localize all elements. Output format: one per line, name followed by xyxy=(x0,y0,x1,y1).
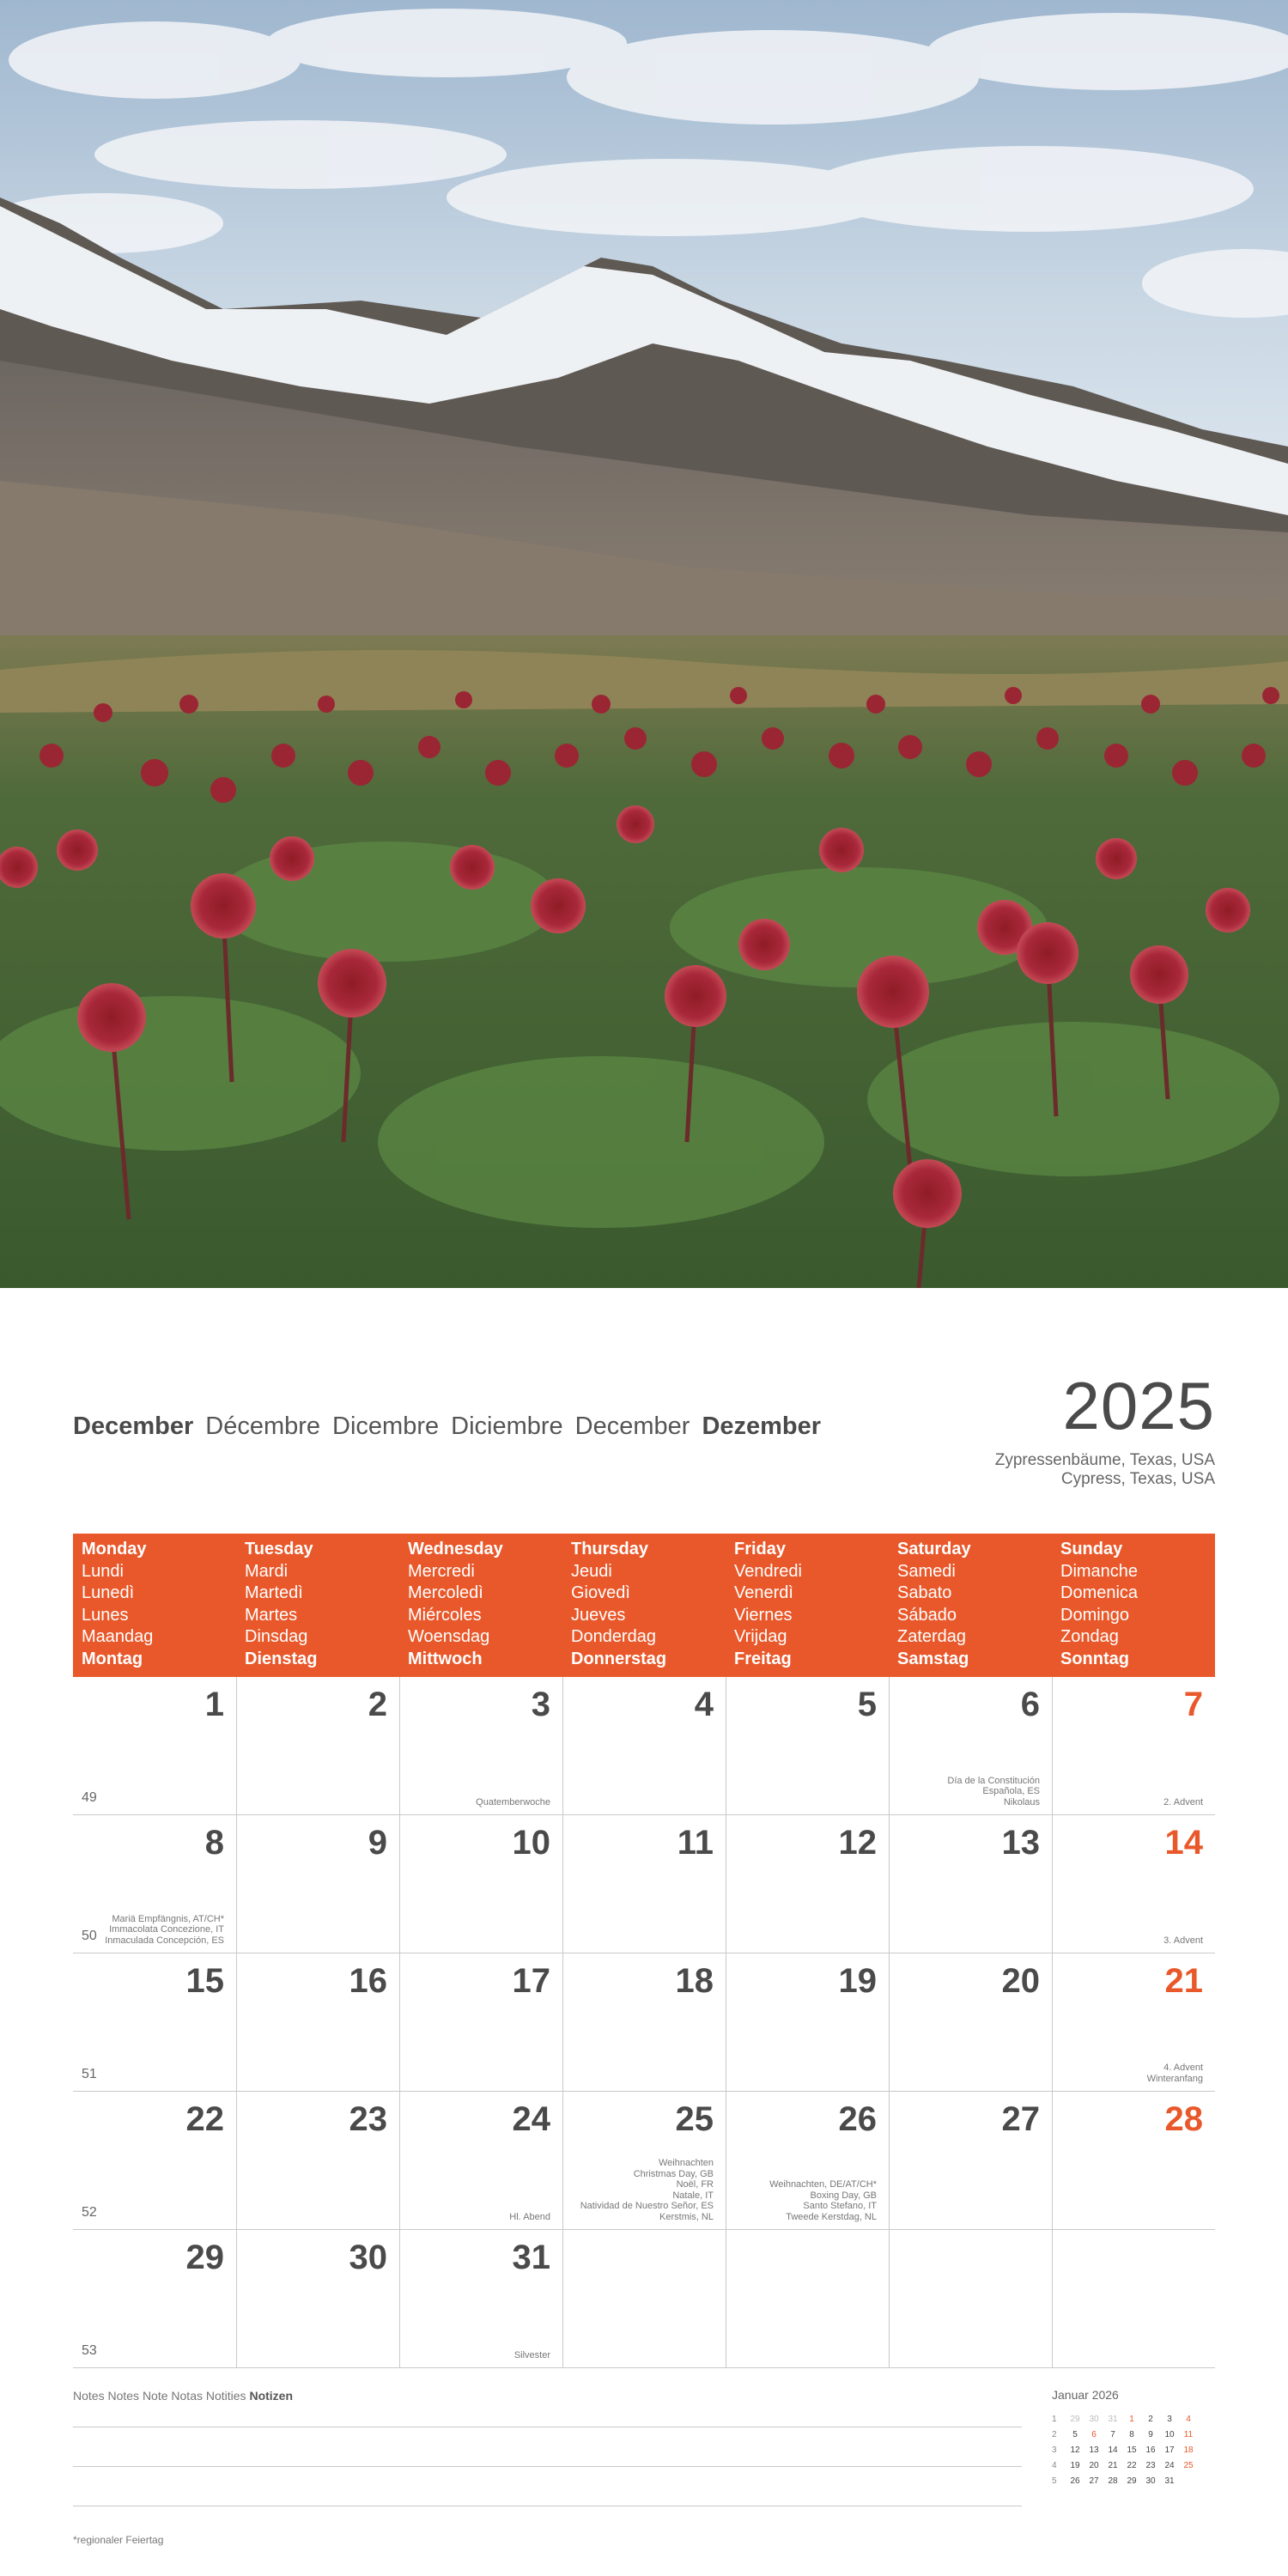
weekday-name: Giovedì xyxy=(571,1583,630,1602)
notes-label-word: Note xyxy=(142,2389,168,2403)
mini-week-row xyxy=(1052,2427,1217,2443)
mini-day: 23 xyxy=(1145,2461,1156,2470)
weekday-header-cell xyxy=(73,1534,236,1677)
mini-week-number: 5 xyxy=(1052,2476,1057,2486)
week-row xyxy=(73,2230,1215,2368)
week-row xyxy=(73,1677,1215,1815)
weekday-header-cell xyxy=(399,1534,562,1677)
weekday-name: Lunedì xyxy=(82,1583,135,1602)
day-number: 1 xyxy=(204,1686,224,1723)
day-number: 17 xyxy=(512,1962,550,2000)
weekday-name: Jeudi xyxy=(571,1561,612,1581)
day-number: 24 xyxy=(512,2100,550,2138)
day-number: 31 xyxy=(512,2239,550,2276)
mini-day: 28 xyxy=(1108,2476,1118,2486)
week-row xyxy=(73,1815,1215,1953)
weekday-name: Saturday xyxy=(897,1540,971,1558)
mini-day: 9 xyxy=(1148,2430,1153,2439)
weekday-name: Dinsdag xyxy=(245,1627,308,1646)
weekday-name: Mercredi xyxy=(408,1561,475,1581)
week-number: 50 xyxy=(82,1929,97,1943)
mini-day: 12 xyxy=(1070,2445,1080,2455)
month-name: Dicembre xyxy=(332,1413,440,1440)
mini-day: 13 xyxy=(1089,2445,1099,2455)
day-cell xyxy=(562,1953,726,2091)
day-number: 13 xyxy=(1001,1824,1040,1862)
weekday-name: Tuesday xyxy=(245,1540,313,1558)
day-number: 27 xyxy=(1001,2100,1040,2138)
notes-label-word: Notizen xyxy=(249,2389,294,2403)
mini-week-row xyxy=(1052,2412,1217,2427)
weekday-name: Vrijdag xyxy=(734,1627,787,1646)
day-cell xyxy=(889,1815,1052,1953)
weekday-name: Freitag xyxy=(734,1649,792,1668)
weekday-name: Lunes xyxy=(82,1605,129,1625)
mini-day: 18 xyxy=(1183,2445,1194,2455)
holiday-note: Día de la Constitución Española, ES Nikolaus xyxy=(947,1775,1040,1807)
week-row xyxy=(73,2092,1215,2230)
day-number: 5 xyxy=(857,1686,877,1723)
day-cell xyxy=(399,2230,562,2367)
mini-day: 21 xyxy=(1108,2461,1118,2470)
notes-label xyxy=(73,2389,293,2403)
weekday-name: Miércoles xyxy=(408,1605,482,1625)
day-cell xyxy=(399,1815,562,1953)
day-number: 9 xyxy=(368,1824,387,1862)
weekday-name: Venerdì xyxy=(734,1583,793,1602)
day-cell xyxy=(1052,2230,1215,2367)
week-number: 53 xyxy=(82,2343,97,2358)
weekday-name: Vendredi xyxy=(734,1561,802,1581)
day-number: 26 xyxy=(838,2100,877,2138)
weekday-name: Sunday xyxy=(1060,1540,1123,1558)
notes-label-word: Notes xyxy=(107,2389,140,2403)
weekday-name: Lundi xyxy=(82,1561,124,1581)
weekday-name: Samedi xyxy=(897,1561,956,1581)
month-name: Diciembre xyxy=(451,1413,563,1440)
week-number: 52 xyxy=(82,2205,97,2220)
mini-day: 30 xyxy=(1089,2415,1099,2424)
weekday-name: Maandag xyxy=(82,1627,154,1646)
holiday-note: Mariä Empfängnis, AT/CH* Immacolata Concezione, IT Inmaculada Concepción, ES xyxy=(105,1913,224,1946)
mini-week-number: 3 xyxy=(1052,2445,1057,2455)
day-number: 16 xyxy=(349,1962,387,2000)
holiday-note: Hl. Abend xyxy=(509,2211,550,2222)
weekday-name: Martedì xyxy=(245,1583,303,1602)
notes-label-word: Notas xyxy=(171,2389,203,2403)
mini-day: 7 xyxy=(1110,2430,1115,2439)
weekday-name: Zaterdag xyxy=(897,1627,967,1646)
weekday-name: Domingo xyxy=(1060,1605,1130,1625)
day-number: 30 xyxy=(349,2239,387,2276)
holiday-note: 2. Advent xyxy=(1163,1796,1203,1807)
mini-day xyxy=(1179,2474,1198,2489)
mini-day: 29 xyxy=(1127,2476,1137,2486)
mini-day: 29 xyxy=(1070,2415,1080,2424)
mini-day: 14 xyxy=(1108,2445,1118,2455)
day-cell xyxy=(236,1815,399,1953)
day-cell xyxy=(726,2092,889,2229)
day-cell xyxy=(1052,1677,1215,1814)
weekday-name: Zondag xyxy=(1060,1627,1119,1646)
mini-week-number: 2 xyxy=(1052,2430,1057,2439)
day-cell xyxy=(399,1677,562,1814)
weekday-header-cell xyxy=(1052,1534,1215,1677)
day-cell xyxy=(562,1815,726,1953)
holiday-note: 4. Advent Winteranfang xyxy=(1146,2063,1203,2084)
mini-week-row xyxy=(1052,2443,1217,2458)
day-cell xyxy=(889,1677,1052,1814)
day-number: 29 xyxy=(185,2239,224,2276)
mini-day: 11 xyxy=(1183,2430,1194,2439)
mini-day: 26 xyxy=(1070,2476,1080,2486)
mini-day: 22 xyxy=(1127,2461,1137,2470)
weekday-name: Jueves xyxy=(571,1605,626,1625)
day-cell xyxy=(889,2230,1052,2367)
day-cell xyxy=(399,2092,562,2229)
day-number: 8 xyxy=(204,1824,224,1862)
photo-caption xyxy=(995,1451,1215,1489)
mini-week-number: 1 xyxy=(1052,2415,1057,2424)
day-cell xyxy=(562,1677,726,1814)
day-number: 2 xyxy=(368,1686,387,1723)
weekday-name: Viernes xyxy=(734,1605,793,1625)
day-cell xyxy=(1052,2092,1215,2229)
mini-day: 20 xyxy=(1089,2461,1099,2470)
day-number: 11 xyxy=(677,1824,714,1862)
weekday-header-row xyxy=(73,1534,1215,1677)
day-number: 10 xyxy=(512,1824,550,1862)
day-cell xyxy=(1052,1953,1215,2091)
day-cell xyxy=(73,1677,236,1814)
day-cell xyxy=(726,1677,889,1814)
mini-day: 6 xyxy=(1091,2430,1097,2439)
day-cell xyxy=(726,2230,889,2367)
mini-day: 4 xyxy=(1186,2415,1191,2424)
day-number: 15 xyxy=(185,1962,224,2000)
day-cell xyxy=(236,2230,399,2367)
mini-day: 15 xyxy=(1127,2445,1137,2455)
month-grid xyxy=(73,1534,1215,2368)
weekday-name: Samstag xyxy=(897,1649,969,1668)
day-cell xyxy=(73,1815,236,1953)
day-cell xyxy=(399,1953,562,2091)
weekday-name: Dimanche xyxy=(1060,1561,1139,1581)
day-number: 20 xyxy=(1001,1962,1040,2000)
day-number: 28 xyxy=(1164,2100,1203,2138)
day-number: 12 xyxy=(838,1824,877,1862)
weekday-header-cell xyxy=(236,1534,399,1677)
mini-day: 24 xyxy=(1164,2461,1175,2470)
day-cell xyxy=(889,2092,1052,2229)
day-number: 18 xyxy=(675,1962,714,2000)
weekday-header-cell xyxy=(726,1534,889,1677)
holiday-note: Quatemberwoche xyxy=(476,1796,550,1807)
day-cell xyxy=(1052,1815,1215,1953)
holiday-note: 3. Advent xyxy=(1163,1935,1203,1946)
mini-day: 31 xyxy=(1108,2415,1118,2424)
mini-calendar-next-month xyxy=(1052,2388,1217,2489)
month-names xyxy=(73,1413,833,1441)
month-name: December xyxy=(73,1413,194,1440)
week-rows xyxy=(73,1677,1215,2368)
day-number: 19 xyxy=(838,1962,877,2000)
day-number: 25 xyxy=(675,2100,714,2138)
weekday-name: Sábado xyxy=(897,1605,957,1625)
caption-line-en: Cypress, Texas, USA xyxy=(1060,1470,1215,1488)
holiday-note: Weihnachten, DE/AT/CH* Boxing Day, GB Santo Stefano, IT Tweede Kerstdag, NL xyxy=(769,2179,877,2222)
weekday-name: Mercoledì xyxy=(408,1583,483,1602)
mini-day: 25 xyxy=(1183,2461,1194,2470)
mini-day: 27 xyxy=(1089,2476,1099,2486)
weekday-name: Martes xyxy=(245,1605,298,1625)
day-number: 6 xyxy=(1020,1686,1040,1723)
day-cell xyxy=(562,2092,726,2229)
month-name: December xyxy=(574,1413,690,1440)
day-number: 7 xyxy=(1183,1686,1203,1723)
day-cell xyxy=(73,1953,236,2091)
notes-line xyxy=(73,2466,1022,2467)
weekday-header-cell xyxy=(562,1534,726,1677)
mini-day: 31 xyxy=(1164,2476,1175,2486)
weekday-name: Monday xyxy=(82,1540,147,1558)
day-number: 4 xyxy=(694,1686,714,1723)
mini-day: 5 xyxy=(1072,2430,1078,2439)
mini-day: 3 xyxy=(1167,2415,1172,2424)
day-number: 14 xyxy=(1164,1824,1203,1862)
day-cell xyxy=(73,2230,236,2367)
notes-label-word: Notities xyxy=(205,2389,246,2403)
caption-line-de: Zypressenbäume, Texas, USA xyxy=(994,1451,1215,1469)
week-number: 51 xyxy=(82,2067,97,2081)
day-number: 23 xyxy=(349,2100,387,2138)
day-cell xyxy=(562,2230,726,2367)
day-cell xyxy=(726,1953,889,2091)
footnote: *regionaler Feiertag xyxy=(73,2534,164,2546)
mini-day: 2 xyxy=(1148,2415,1153,2424)
weekday-name: Woensdag xyxy=(408,1627,490,1646)
weekday-name: Friday xyxy=(734,1540,787,1558)
weekday-name: Donderdag xyxy=(571,1627,656,1646)
mini-day: 19 xyxy=(1070,2461,1080,2470)
holiday-note: Weihnachten Christmas Day, GB Noël, FR Natale, IT Natividad de Nuestro Señor, ES Kerstmis, NL xyxy=(580,2158,714,2222)
weekday-name: Dienstag xyxy=(245,1649,318,1668)
mini-day: 16 xyxy=(1145,2445,1156,2455)
day-cell xyxy=(73,2092,236,2229)
mini-calendar-title: Januar 2026 xyxy=(1052,2388,1119,2402)
day-cell xyxy=(236,1677,399,1814)
day-cell xyxy=(889,1953,1052,2091)
weekday-name: Domenica xyxy=(1060,1583,1139,1602)
holiday-note: Silvester xyxy=(513,2349,550,2360)
weekday-name: Wednesday xyxy=(408,1540,503,1558)
weekday-name: Sabato xyxy=(897,1583,952,1602)
year-label: 2025 xyxy=(1062,1368,1215,1443)
notes-label-word: Notes xyxy=(73,2389,105,2403)
month-name: Dezember xyxy=(702,1413,822,1440)
mini-day: 10 xyxy=(1164,2430,1175,2439)
mini-day: 30 xyxy=(1145,2476,1156,2486)
weekday-name: Montag xyxy=(82,1649,143,1668)
day-number: 22 xyxy=(185,2100,224,2138)
day-number: 3 xyxy=(531,1686,550,1723)
month-name: Décembre xyxy=(205,1413,321,1440)
weekday-name: Donnerstag xyxy=(571,1649,667,1668)
weekday-name: Thursday xyxy=(571,1540,649,1558)
weekday-name: Sonntag xyxy=(1060,1649,1129,1668)
mini-week-row xyxy=(1052,2458,1217,2474)
day-number: 21 xyxy=(1164,1962,1203,2000)
mini-day: 1 xyxy=(1129,2415,1134,2424)
week-number: 49 xyxy=(82,1790,97,1805)
mini-day: 8 xyxy=(1129,2430,1134,2439)
weekday-name: Mardi xyxy=(245,1561,289,1581)
week-row xyxy=(73,1953,1215,2092)
mini-calendar-rows xyxy=(1052,2412,1217,2489)
mini-week-row xyxy=(1052,2474,1217,2489)
day-cell xyxy=(236,2092,399,2229)
weekday-header-cell xyxy=(889,1534,1052,1677)
weekday-name: Mittwoch xyxy=(408,1649,483,1668)
day-cell xyxy=(236,1953,399,2091)
mini-day: 17 xyxy=(1164,2445,1175,2455)
day-cell xyxy=(726,1815,889,1953)
mini-week-number: 4 xyxy=(1052,2461,1057,2470)
